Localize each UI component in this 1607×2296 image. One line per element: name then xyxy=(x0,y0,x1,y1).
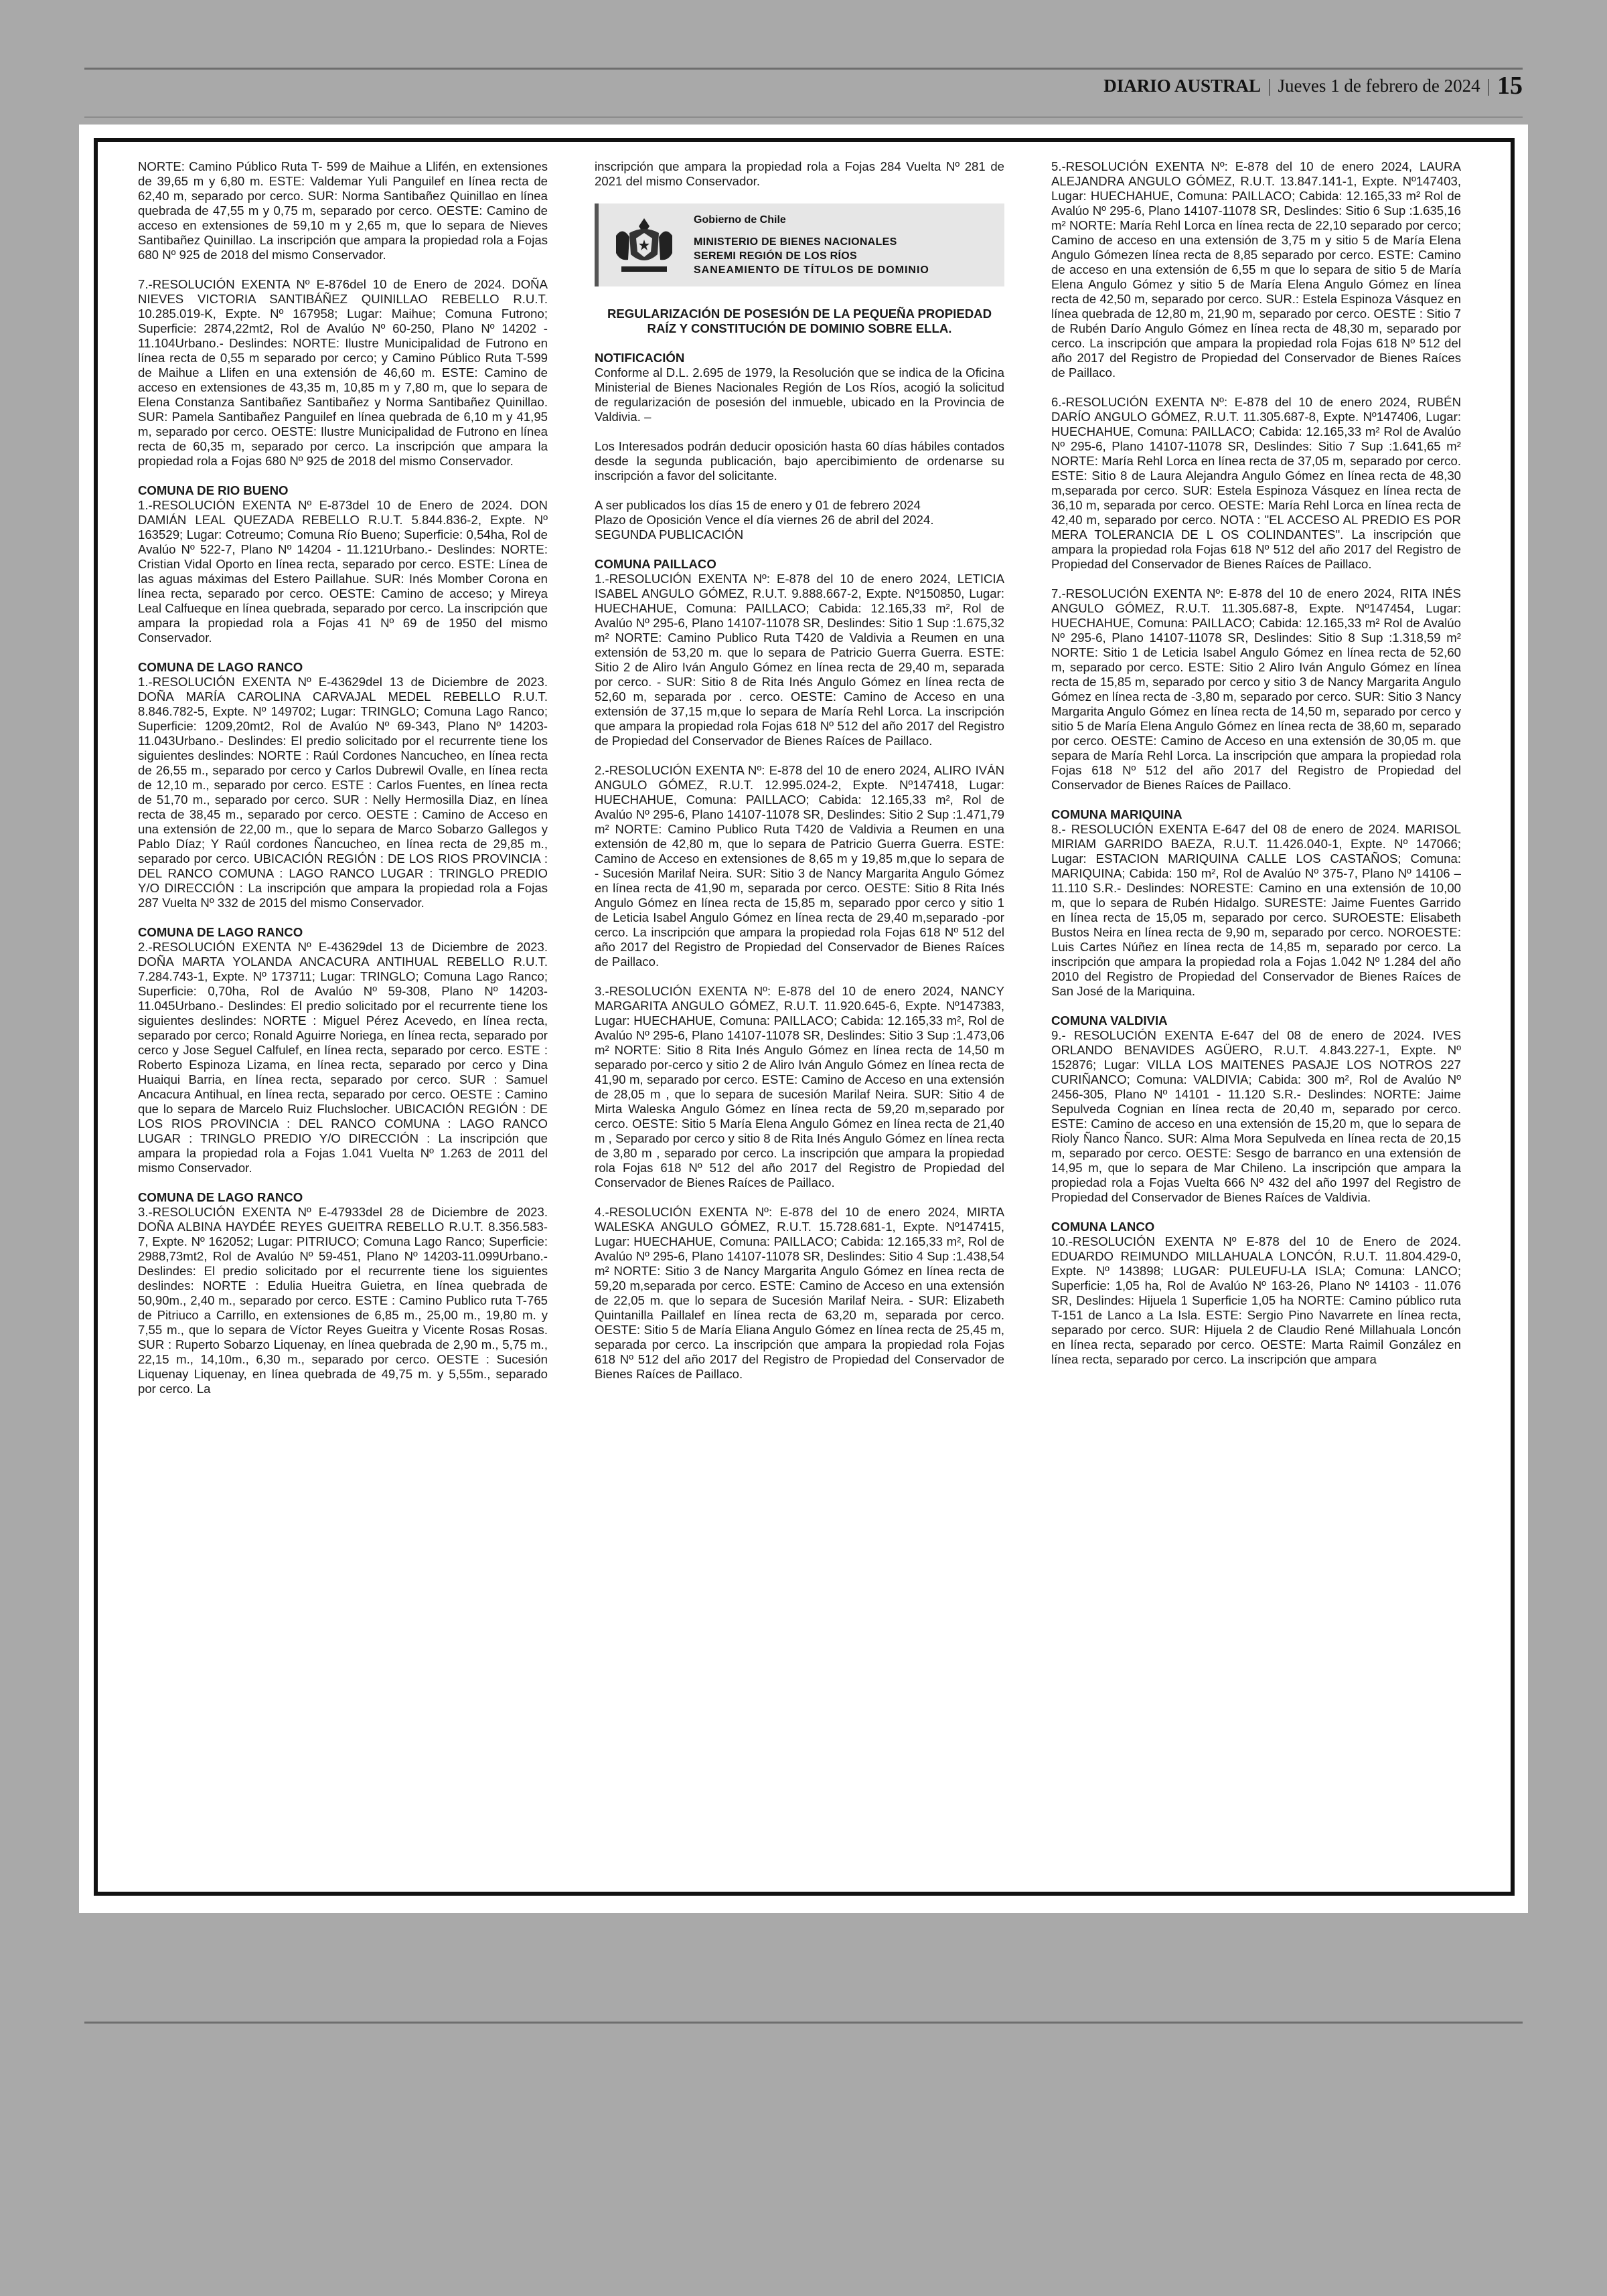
notice-paragraph: Conforme al D.L. 2.695 de 1979, la Resolución que se indica de la Oficina Ministerial de Bienes Nacionales Región de Los Ríos, acogió la solicitud de regularización de posesión del inmueble, ubicado en la Provincia de Valdivia. – xyxy=(595,365,1004,424)
footer-rule xyxy=(84,2022,1523,2024)
gov-line: Gobierno de Chile xyxy=(694,214,786,226)
publication-number: SEGUNDA PUBLICACIÓN xyxy=(595,527,744,542)
section-heading: COMUNA DE LAGO RANCO xyxy=(138,660,303,674)
header-rule-top xyxy=(84,68,1523,70)
section-heading: COMUNA LANCO xyxy=(1051,1220,1155,1234)
notice-paragraph: 6.-RESOLUCIÓN EXENTA Nº: E-878 del 10 de enero 2024, RUBÉN DARÍO ANGULO GÓMEZ, R.U.T. 11.305.687-8, Expte. Nº147406, Lugar: HUECHAHUE, Comuna: PAILLACO; Cabida: 12.165,33 m² Rol de Avalúo Nº 295-6, Plano 14107-11078 SR, Deslindes: Sitio 7 Sup :1.641,65 m² NORTE: María Rehl Lorca en línea recta de 37,05 m, separado por cerco. ESTE: Sitio 8 de Laura Alejandra Angulo Gómez en línea recta de 48,30 m,separada por cerco. SUR: Estela Espinoza Vásquez en línea recta de 36,10 m, separada por cerco. OESTE: María Rehl Lorca en línea recta de 42,40 m, separado por cerco. NOTA : "EL ACCESO AL PREDIO ES POR MERA TOLERANCIA DE L OS COLINDANTES". La inscripción que ampara la propiedad rola Fojas 618 Nº 512 del año 2017 del Registro de Propiedad del Conservador de Bienes Raíces de Paillaco. xyxy=(1051,395,1461,571)
newspaper-name: DIARIO AUSTRAL xyxy=(1103,75,1261,96)
section-heading: COMUNA DE LAGO RANCO xyxy=(138,925,303,939)
notice-paragraph: 3.-RESOLUCIÓN EXENTA Nº E-47933del 28 de Diciembre de 2023. DOÑA ALBINA HAYDÉE REYES GUEITRA REBELLO R.U.T. 8.356.583-7, Expte. Nº 162052; Lugar: PITRIUCO; Comuna Lago Ranco; Superficie: 2988,73mt2, Rol de Avalúo Nº 59-451, Plano Nº 14203-11.099Urbano.- Deslindes: El predio solicitado por el recurrente tiene los siguientes deslindes: NORTE : Edulia Hueitra Guietra, en línea quebrada de 50,90m., 2,40 m., separado por cerco. ESTE : Camino Publico ruta T-765 de Pitriuco a Carrillo, en extensiones de 6,85 m., 25,00 m., 19,80 m. y 7,55 m., que lo separa de Víctor Reyes Gueitra y Vicente Rosas Rosas. SUR : Ruperto Sobarzo Liquenay, en línea quebrada de 2,90 m., 5,75 m., 22,15 m., 14,10m., 6,30 m., separado por cerco. OESTE : Sucesión Liquenay Liquenay, en línea quebrada de 49,75 m. y 5,55m., separado por cerco. La xyxy=(138,1205,548,1396)
notice-paragraph: 8.- RESOLUCIÓN EXENTA E-647 del 08 de enero de 2024. MARISOL MIRIAM GARRIDO BAEZA, R.U.T. 11.426.040-1, Expte. Nº 147066; Lugar: ESTACION MARIQUINA CALLE LOS CASTAÑOS; Comuna: MARIQUINA; Cabida: 150 m², Rol de Avalúo Nº 375-7, Plano Nº 14106 – 11.110 S.R.- Deslindes: NORESTE: Camino en una extensión de 10,00 m, que lo separa de Rubén Hidalgo. SURESTE: Jaime Fuentes Garrido en línea recta de 15,05 m, separado por cerco. SUROESTE: Elisabeth Bustos Neira en línea recta de 9,90 m, separado por cerco. NOROESTE: Luis Cartes Núñez en línea recta de 14,85 m, separado por cerco. La inscripción que ampara la propiedad rola a Fojas 1.042 Nº 1.284 del año 2010 del Registro de Propiedad del Conservador de Bienes Raíces de San José de la Mariquina. xyxy=(1051,822,1461,998)
gov-line: MINISTERIO DE BIENES NACIONALES xyxy=(694,236,897,248)
notice-paragraph: 1.-RESOLUCIÓN EXENTA Nº: E-878 del 10 de enero 2024, LETICIA ISABEL ANGULO GÓMEZ, R.U.T. 9.888.667-2, Expte. Nº150850, Lugar: HUECHAHUE, Comuna: PAILLACO; Cabida: 12.165,33 m², Rol de Avalúo Nº 295-6, Plano 14107-11078 SR, Deslindes: Sitio 1 Sup :1.675,32 m² NORTE: Camino Publico Ruta T420 de Valdivia a Reumen en una extensión de 53,20 m. que lo separa de Patricio Guerra Guerra. ESTE: Sitio 2 de Aliro Iván Angulo Gómez en línea recta de 29,40 m, separada por cerco. - SUR: Sitio 8 de Rita Inés Angulo Gómez en línea recta de 52,60 m, separada por . cerco. OESTE: Camino de Acceso en una extensión de 37,15 m,que lo separa de María Rehl Lorca. La inscripción que ampara la propiedad rola Fojas 618 Nº 512 del año 2017 del Registro de Propiedad del Conservador de Bienes Raíces de Paillaco. xyxy=(595,572,1004,748)
notice-paragraph: 1.-RESOLUCIÓN EXENTA Nº E-873del 10 de Enero de 2024. DON DAMIÁN LEAL QUEZADA REBELLO R.U.T. 5.844.836-2, Expte. Nº 163529; Lugar: Cotreumo; Comuna Río Bueno; Superficie: 0,54ha, Rol de Avalúo Nº 522-7, Plano Nº 14204 - 11.121Urbano.- Deslindes: NORTE: Cristian Vidal Oporto en línea recta, separado por cerco. ESTE: Línea de las aguas máximas del Estero Paillahue. SUR: Inés Momber Corona en línea recta, separado por cerco. OESTE: Camino de acceso; y Mireya Leal Calfueque en línea quebrada, separado por cerco. La inscripción que ampara la propiedad rola a Fojas 41 Nº 69 de 1950 del mismo Conservador. xyxy=(138,498,548,645)
section-heading: COMUNA MARIQUINA xyxy=(1051,807,1182,821)
section-heading: COMUNA VALDIVIA xyxy=(1051,1013,1168,1028)
notice-paragraph: inscripción que ampara la propiedad rola a Fojas 284 Vuelta Nº 281 de 2021 del mismo Conservador. xyxy=(595,159,1004,188)
notice-paragraph: 5.-RESOLUCIÓN EXENTA Nº: E-878 del 10 de enero 2024, LAURA ALEJANDRA ANGULO GÓMEZ, R.U.T. 13.847.141-1, Expte. Nº147403, Lugar: HUECHAHUE, Comuna: PAILLACO; Cabida: 12.165,33 m² Rol de Avalúo Nº 295-6, Plano 14107-11078 SR, Deslindes: Sitio 6 Sup :1.635,16 m² NORTE: María Rehl Lorca en línea recta de 22,10 separado por cerco; Camino de acceso en una extensión de 3,75 m y sitio 5 de María Elena Angulo Gómezen línea recta de 8,85 separado por cerco. ESTE: Camino de acceso en una extensión de 6,55 m que lo separa de sitio 5 de María Elena Angulo Gómez y sitio 5 de María Elena Angulo Gómez en línea recta de 42,50 m, separado por cerco. SUR.: Estela Espinoza Vásquez en línea quebrada de 12,80 m, 21,90 m, separado por cerco. OESTE : Sitio 7 de Rubén Darío Angulo Gómez en línea recta de 48,30 m, separado por cerco. La inscripción que ampara la propiedad rola Fojas 618 Nº 512 del año 2017 del Registro de Propiedad del Conservador de Bienes Raíces de Paillaco. xyxy=(1051,159,1461,380)
gov-line: SANEAMIENTO DE TÍTULOS DE DOMINIO xyxy=(694,264,929,276)
legal-notice-sheet xyxy=(79,125,1528,1913)
chile-coat-of-arms-icon xyxy=(609,213,679,277)
notice-paragraph: 10.-RESOLUCIÓN EXENTA Nº E-878 del 10 de Enero de 2024. EDUARDO REIMUNDO MILLAHUALA LONCÓN, R.U.T. 11.804.429-0, Expte. Nº 143898; LUGAR: PULEUFU-LA ISLA; Comuna: LANCO; Superficie: 1,05 ha, Rol de Avalúo Nº 163-26, Plano Nº 14103 - 11.076 SR, Deslindes: Hijuela 1 Superficie 1,05 ha NORTE: Camino público ruta T-151 de Lanco a La Isla. ESTE: Sergio Pino Navarrete en línea recta, separado por cerco. SUR: Hijuela 2 de Claudio René Millahuala Loncón en línea recta, separado por cerco. OESTE: Marta Raimil González en línea recta, separado por cerco. La inscripción que ampara xyxy=(1051,1234,1461,1366)
column-1 xyxy=(138,159,548,1411)
publication-dates: A ser publicados los días 15 de enero y 01 de febrero 2024 xyxy=(595,498,921,512)
notice-paragraph: 2.-RESOLUCIÓN EXENTA Nº E-43629del 13 de Diciembre de 2023. DOÑA MARTA YOLANDA ANCACURA ANTIHUAL REBELLO R.U.T. 7.284.743-1, Expte. Nº 173711; Lugar: TRINGLO; Comuna Lago Ranco; Superficie: 0,70ha, Rol de Avalúo Nº 59-308, Plano Nº 14203-11.045Urbano.- Deslindes: El predio solicitado por el recurrente tiene los siguientes deslindes: NORTE : Miguel Pérez Acevedo, en línea recta, separado por cerco; Ronald Aguirre Noriega, en línea recta, separado por cerco y Jose Seguel Calfulef, en línea recta, separado por cerco. ESTE : Roberto Espinoza Lizama, en línea recta, separado por cerco y Dina Huaiqui Barria, en línea recta, separado por cerco. SUR : Samuel Ancacura Antihual, en línea recta, separado por cerco. OESTE : Camino que lo separa de Marcelo Ruiz Fluchslocher. UBICACIÓN REGIÓN : DE LOS RIOS PROVINCIA : DEL RANCO COMUNA : LAGO RANCO LUGAR : TRINGLO PREDIO Y/O DIRECCIÓN : La inscripción que ampara la propiedad rola a Fojas 1.041 Vuelta Nº 1.263 de 2011 del mismo Conservador. xyxy=(138,940,548,1175)
opposition-deadline: Plazo de Oposición Vence el día viernes 26 de abril del 2024. xyxy=(595,513,934,527)
column-3 xyxy=(1051,159,1461,1382)
section-heading: COMUNA DE RIO BUENO xyxy=(138,483,289,497)
notice-paragraph: NORTE: Camino Público Ruta T- 599 de Maihue a Llifén, en extensiones de 39,65 m y 6,80 m. ESTE: Valdemar Yuli Panguilef en línea recta de 62,40 m, separado por cerco. SUR: Norma Santibañez Quinillao en línea quebrada de 47,55 m y 0,75 m, separado por cerco. OESTE: Camino de acceso en extensiones de 59,10 m y 2,65 m, que lo separa de Nieves Santibañez Quinillao. La inscripción que ampara la propiedad rola a Fojas 680 Nº 925 de 2018 del mismo Conservador. xyxy=(138,159,548,262)
issue-date: Jueves 1 de febrero de 2024 xyxy=(1278,75,1480,96)
page-number: 15 xyxy=(1497,72,1523,100)
notice-paragraph: 3.-RESOLUCIÓN EXENTA Nº: E-878 del 10 de enero 2024, NANCY MARGARITA ANGULO GÓMEZ, R.U.T. 11.920.645-6, Expte. Nº147383, Lugar: HUECHAHUE, Comuna: PAILLACO; Cabida: 12.165,33 m², Rol de Avalúo Nº 295-6, Plano 14107-11078 SR, Deslindes: Sitio 3 Sup :1.473,06 m² NORTE: Sitio 8 Rita Inés Angulo Gómez en línea recta de 14,50 m separado por-cerco y sitio 2 de Aliro Iván Angulo Gómez en línea recta de 41,90 m, separado por cerco. ESTE: Camino de Acceso en una extensión de 28,05 m , que lo separa de sucesión Marilaf Neira. SUR: Sitio 4 de Mirta Waleska Angulo Gómez en línea recta de 59,20 m,separado por cerco. OESTE: Sitio 5 María Elena Angulo Gómez en línea recta de 21,40 m , Separado por cerco y sitio 8 de Rita Inés Angulo Gómez en línea recta de 3,80 m , separado por cerco. La inscripción que ampara la propiedad rola Fojas 618 Nº 512 del año 2017 del Registro de Propiedad del Conservador de Bienes Raíces de Paillaco. xyxy=(595,984,1004,1190)
header-rule-bottom xyxy=(84,116,1523,118)
notice-paragraph: 4.-RESOLUCIÓN EXENTA Nº: E-878 del 10 de enero 2024, MIRTA WALESKA ANGULO GÓMEZ, R.U.T. 15.728.681-1, Expte. Nº147415, Lugar: HUECHAHUE, Comuna: PAILLACO; Cabida: 12.165,33 m², Rol de Avalúo Nº 295-6, Plano 14107-11078 SR, Deslindes: Sitio 4 Sup :1.438,54 m² NORTE: Sitio 3 de Nancy Margarita Angulo Gómez en línea recta de 59,20 m,separada por cerco. ESTE: Camino de Acceso en una extensión de 22,05 m. que lo separa de Sucesión Marilaf Neira. - SUR: Elizabeth Quintanilla Paillalef en línea recta de 63,20 m, separada por cerco. OESTE: Sitio 5 de María Eliana Angulo Gómez en línea recta de 25,45 m, separada por cerco. La inscripción que ampara la propiedad rola Fojas 618 Nº 512 del año 2017 del Registro de Propiedad del Conservador de Bienes Raíces de Paillaco. xyxy=(595,1205,1004,1381)
section-heading: NOTIFICACIÓN xyxy=(595,351,685,365)
masthead-separator: | xyxy=(1486,75,1490,96)
notice-paragraph: Los Interesados podrán deducir oposición hasta 60 días hábiles contados desde la segunda publicación, bajo apercibimiento de ordenarse su inscripción a favor del solicitante. xyxy=(595,439,1004,483)
notice-title: RAÍZ Y CONSTITUCIÓN DE DOMINIO SOBRE ELLA. xyxy=(647,321,952,335)
gov-line: SEREMI REGIÓN DE LOS RÍOS xyxy=(694,250,857,262)
notice-paragraph: 1.-RESOLUCIÓN EXENTA Nº E-43629del 13 de Diciembre de 2023. DOÑA MARÍA CAROLINA CARVAJAL MEDEL REBELLO R.U.T. 8.846.782-5, Expte. Nº 149702; Lugar: TRINGLO; Comuna Lago Ranco; Superficie: 1209,20mt2, Rol de Avalúo Nº 69-343, Plano Nº 14203-11.043Urbano.- Deslindes: El predio solicitado por el recurrente tiene los siguientes deslindes: NORTE : Raúl Cordones Nancucheo, en línea recta de 26,55 m., separado por cerco y Carlos Dubrewil Ovalle, en línea recta de 12,10 m., separado por cerco. ESTE : Carlos Fuentes, en línea recta de 51,70 m., separado por cerco. SUR : Nelly Hermosilla Diaz, en línea recta de 38,45 m., separado por cerco. OESTE : Camino de Acceso en una extensión de 22,00 m., que lo separa de Marco Sobarzo Gallegos y Pablo Díaz; Y Raúl cordones Ñancucheo, en línea recta de 29,85 m., separado por cerco. UBICACIÓN REGIÓN : DE LOS RIOS PROVINCIA : DEL RANCO COMUNA : LAGO RANCO LUGAR : TRINGLO PREDIO Y/O DIRECCIÓN : La inscripción que ampara la propiedad rola a Fojas 287 Vuelta Nº 332 de 2015 del mismo Conservador. xyxy=(138,675,548,910)
government-banner xyxy=(595,203,1004,286)
notice-paragraph: 7.-RESOLUCIÓN EXENTA Nº: E-878 del 10 de enero 2024, RITA INÉS ANGULO GÓMEZ, R.U.T. 11.305.687-8, Expte. Nº147454, Lugar: HUECHAHUE, Comuna: PAILLACO; Cabida: 12.165,33 m² Rol de Avalúo Nº 295-6, Plano 14107-11078 SR, Deslindes: Sitio 8 Sup :1.318,59 m² NORTE: Sitio 1 de Leticia Isabel Angulo Gómez en línea recta de 52,60 m, separado por cerco. ESTE: Sitio 2 Aliro Iván Angulo Gómez en línea recta de 15,85 m, separado por cerco y sitio 3 de Nancy Margarita Angulo Gómez en línea recta de -3,80 m, separado por cerco. SUR: Sitio 3 Nancy Margarita Angulo Gómez en línea recta de 14,50 m, separado por cerco y sitio 5 de María Elena Angulo Gómez en línea recta de 38,60 m, separado por cerco. OESTE: Camino de Acceso en una extensión de 30,05 m. que separa de María Rehl Lorca. La inscripción que ampara la propiedad rola Fojas 618 Nº 512 del año 2017 del Registro de Propiedad del Conservador de Bienes Raíces de Paillaco. xyxy=(1051,586,1461,792)
notice-paragraph: 2.-RESOLUCIÓN EXENTA Nº: E-878 del 10 de enero 2024, ALIRO IVÁN ANGULO GÓMEZ, R.U.T. 12.995.024-2, Expte. Nº147418, Lugar: HUECHAHUE, Comuna: PAILLACO; Cabida: 12.165,33 m², Rol de Avalúo Nº 295-6, Plano 14107-11078 SR, Deslindes: Sitio 2 Sup :1.471,79 m² NORTE: Camino Publico Ruta T420 de Valdivia a Reumen en una extensión de 42,80 m, que lo separa de Patricio Guerra Guerra. ESTE: Camino de Acceso en extensiones de 8,65 m y 19,85 m,que lo separa de - Sucesión Marilaf Neira. SUR: Sitio 3 de Nancy Margarita Angulo Gómez en línea recta de 41,90 m, separada por cerco. OESTE: Sitio 8 Rita Inés Angulo Gómez en línea recta de 15,85 m, separado ppor cerco y sitio 1 de Leticia Isabel Angulo Gómez en línea recta de 29,40 m,separado -por cerco. La inscripción que ampara la propiedad rola Fojas 618 Nº 512 del año 2017 del Registro de Propiedad del Conservador de Bienes Raíces de Paillaco. xyxy=(595,763,1004,969)
notice-paragraph: 7.-RESOLUCIÓN EXENTA Nº E-876del 10 de Enero de 2024. DOÑA NIEVES VICTORIA SANTIBÁÑEZ QUINILLAO REBELLO R.U.T. 10.285.019-K, Expte. Nº 167958; Lugar: Maihue; Comuna Futrono; Superficie: 2874,22mt2, Rol de Avalúo Nº 60-250, Plano Nº 14202 - 11.104Urbano.- Deslindes: NORTE: Ilustre Municipalidad de Futrono en línea recta de 0,55 m separado por cerco; y Camino Público Ruta T-599 de Maihue a Llifen en una extensión de 46,60 m. ESTE: Camino de acceso en extensiones de 43,35 m, 10,85 m y 7,80 m, que lo separa de Elena Constanza Santibañez Santibañez y Norma Santibañez Quinillao. SUR: Pamela Santibañez Panguilef en línea quebrada de 6,10 m y 41,95 m, separado por cerco. OESTE: Ilustre Municipalidad de Futrono en línea recta de 60,35 m, separado por cerco. La inscripción que ampara la propiedad rola a Fojas 680 Nº 925 de 2018 del mismo Conservador. xyxy=(138,277,548,468)
notice-title: REGULARIZACIÓN DE POSESIÓN DE LA PEQUEÑA PROPIEDAD xyxy=(607,307,992,321)
section-heading: COMUNA DE LAGO RANCO xyxy=(138,1190,303,1204)
section-heading: COMUNA PAILLACO xyxy=(595,557,716,571)
column-2 xyxy=(595,159,1004,1396)
notice-paragraph: 9.- RESOLUCIÓN EXENTA E-647 del 08 de enero de 2024. IVES ORLANDO BENAVIDES AGÜERO, R.U.T. 4.843.227-1, Expte. Nº 152876; Lugar: VILLA LOS MAITENES PASAJE LOS NOTROS 227 CURIÑANCO; Comuna: VALDIVIA; Cabida: 300 m², Rol de Avalúo Nº 2456-305, Plano Nº 14101 - 11.120 S.R.- Deslindes: NORTE: Jaime Sepulveda Cognian en línea recta de 20,40 m, separado por cerco. ESTE: Camino de acceso en una extensión de 15,20 m, que lo separa de Rioly Ñanco Ñanco. SUR: Alma Mora Sepulveda en línea recta de 20,15 m, separado por cerco. OESTE: Sesgo de barranco en una extensión de 14,95 m, que lo separa de Mar Chileno. La inscripción que ampara la propiedad rola a Fojas Vuelta 666 Nº 432 del año 1997 del Registro de Propiedad del Conservador de Bienes Raíces de Valdivia. xyxy=(1051,1028,1461,1204)
masthead xyxy=(1103,72,1523,99)
masthead-separator: | xyxy=(1268,75,1272,96)
